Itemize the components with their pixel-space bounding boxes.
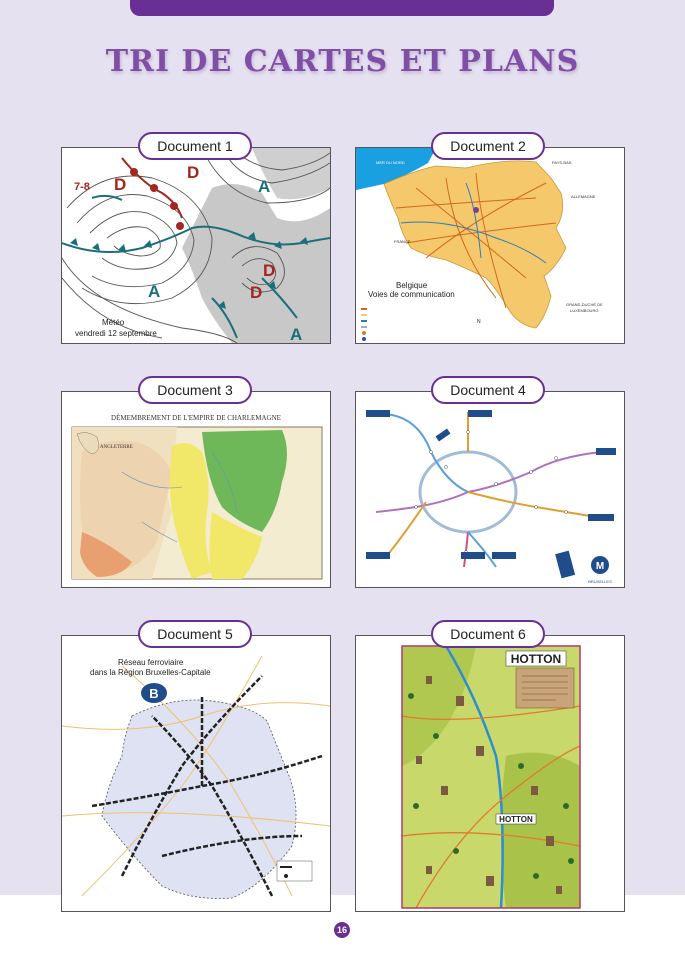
belgium-label-mer: MER DU NORD <box>376 160 405 165</box>
belgium-label-allemagne: ALLEMAGNE <box>571 194 596 199</box>
charlemagne-place-angleterre: ANGLETERRE <box>100 445 133 450</box>
hotton-map <box>356 636 624 911</box>
charlemagne-map <box>62 392 330 587</box>
belgium-caption-line1: Belgique <box>396 281 428 290</box>
metro-logo-caption: BRUXELLES <box>588 579 612 584</box>
rail-caption-line2: dans la Région Bruxelles-Capitale <box>90 668 211 677</box>
weather-high-3: A <box>290 325 303 343</box>
weather-high-1: A <box>258 177 271 196</box>
document-1-card[interactable] <box>61 147 331 344</box>
weather-low-2: D <box>187 163 200 182</box>
document-3-card[interactable] <box>61 391 331 588</box>
document-4-card[interactable] <box>355 391 625 588</box>
hotton-town-label: HOTTON <box>499 815 533 824</box>
document-2-card[interactable] <box>355 147 625 344</box>
weather-low-4: D <box>250 283 263 302</box>
belgium-north-arrow: N <box>477 319 481 325</box>
metro-map <box>356 392 624 587</box>
document-5-card[interactable] <box>61 635 331 912</box>
page-number: 16 <box>334 922 350 938</box>
weather-low-1: D <box>114 175 127 194</box>
weather-caption-line2: vendredi 12 septembre <box>75 329 157 338</box>
weather-low-3: D <box>263 261 276 280</box>
rail-map <box>62 636 330 911</box>
hotton-title: HOTTON <box>510 652 562 666</box>
rail-logo: B <box>149 686 159 701</box>
document-2-label: Document 2 <box>431 132 545 160</box>
belgium-label-lux-1: GRAND-DUCHÉ DE <box>566 302 603 307</box>
document-6-label: Document 6 <box>431 620 545 648</box>
document-1-label: Document 1 <box>138 132 252 160</box>
belgium-label-paysbas: PAYS-BAS <box>552 160 572 165</box>
charlemagne-title: DÉMEMBREMENT DE L'EMPIRE DE CHARLEMAGNE <box>111 414 281 422</box>
weather-caption-line1: Météo <box>102 318 125 327</box>
belgium-map <box>356 148 624 343</box>
weather-label-range: 7-8 <box>74 181 90 193</box>
weather-high-2: A <box>148 282 161 301</box>
document-5-label: Document 5 <box>138 620 252 648</box>
document-3-label: Document 3 <box>138 376 252 404</box>
document-4-label: Document 4 <box>431 376 545 404</box>
weather-map <box>62 148 330 343</box>
document-6-card[interactable] <box>355 635 625 912</box>
metro-logo: M <box>595 561 605 572</box>
belgium-label-lux-2: LUXEMBOURG <box>570 308 599 313</box>
belgium-caption-line2: Voies de communication <box>368 290 455 299</box>
belgium-label-france: FRANCE <box>394 239 411 244</box>
page-title: TRI DE CARTES ET PLANS <box>105 44 580 79</box>
top-decor-bar <box>130 0 554 16</box>
rail-caption-line1: Réseau ferroviaire <box>118 658 184 667</box>
